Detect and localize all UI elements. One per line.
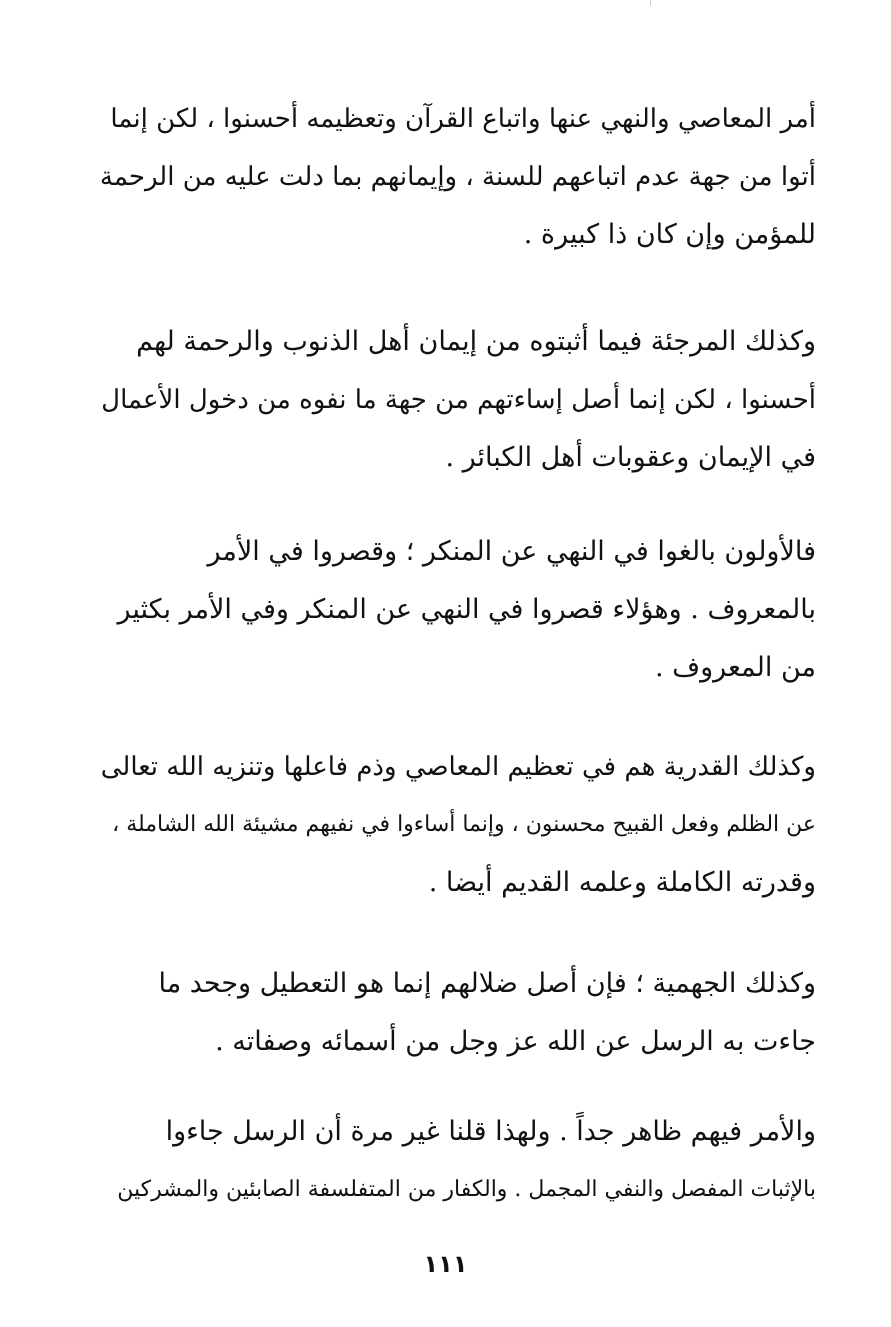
page-number: ١١١: [423, 1250, 468, 1278]
text-line: جاءت به الرسل عن الله عز وجل من أسمائه وصفاته .: [215, 1026, 816, 1057]
paragraph-4: [96, 738, 816, 912]
paragraph-1: [96, 90, 816, 264]
paragraph-2: [96, 313, 816, 487]
paragraph-3: [96, 523, 816, 697]
text-line: بالإثبات المفصل والنفي المجمل . والكفار من المتفلسفة الصابئين والمشركين: [117, 1177, 816, 1202]
text-line: أمر المعاصي والنهي عنها واتباع القرآن وتعظيمه أحسنوا ، لكن إنما: [110, 104, 816, 134]
text-line: بالمعروف . وهؤلاء قصروا في النهي عن المنكر وفي الأمر بكثير: [117, 594, 816, 625]
text-line: للمؤمن وإن كان ذا كبيرة .: [523, 219, 816, 250]
text-line: وقدرته الكاملة وعلمه القديم أيضا .: [428, 867, 816, 898]
paragraph-6: [96, 1103, 816, 1219]
text-line: أتوا من جهة عدم اتباعهم للسنة ، وإيمانهم بما دلت عليه من الرحمة: [99, 162, 816, 192]
text-line: من المعروف .: [654, 652, 816, 683]
text-line: وكذلك المرجئة فيما أثبتوه من إيمان أهل الذنوب والرحمة لهم: [136, 326, 816, 357]
text-line: والأمر فيهم ظاهر جداً . ولهذا قلنا غير مرة أن الرسل جاءوا: [165, 1116, 816, 1147]
text-line: أحسنوا ، لكن إنما أصل إساءتهم من جهة ما نفوه من دخول الأعمال: [101, 385, 816, 415]
text-line: في الإيمان وعقوبات أهل الكبائر .: [445, 442, 816, 473]
text-line: عن الظلم وفعل القبيح محسنون ، وإنما أساءوا في نفيهم مشيئة الله الشاملة ،: [112, 812, 816, 837]
paragraph-5: [96, 955, 816, 1071]
text-line: وكذلك القدرية هم في تعظيم المعاصي وذم فاعلها وتنزيه الله تعالى: [100, 752, 816, 782]
scan-edge-mark: [650, 0, 651, 6]
text-line: فالأولون بالغوا في النهي عن المنكر ؛ وقصروا في الأمر: [207, 536, 816, 567]
text-line: وكذلك الجهمية ؛ فإن أصل ضلالهم إنما هو التعطيل وجحد ما: [158, 968, 816, 999]
